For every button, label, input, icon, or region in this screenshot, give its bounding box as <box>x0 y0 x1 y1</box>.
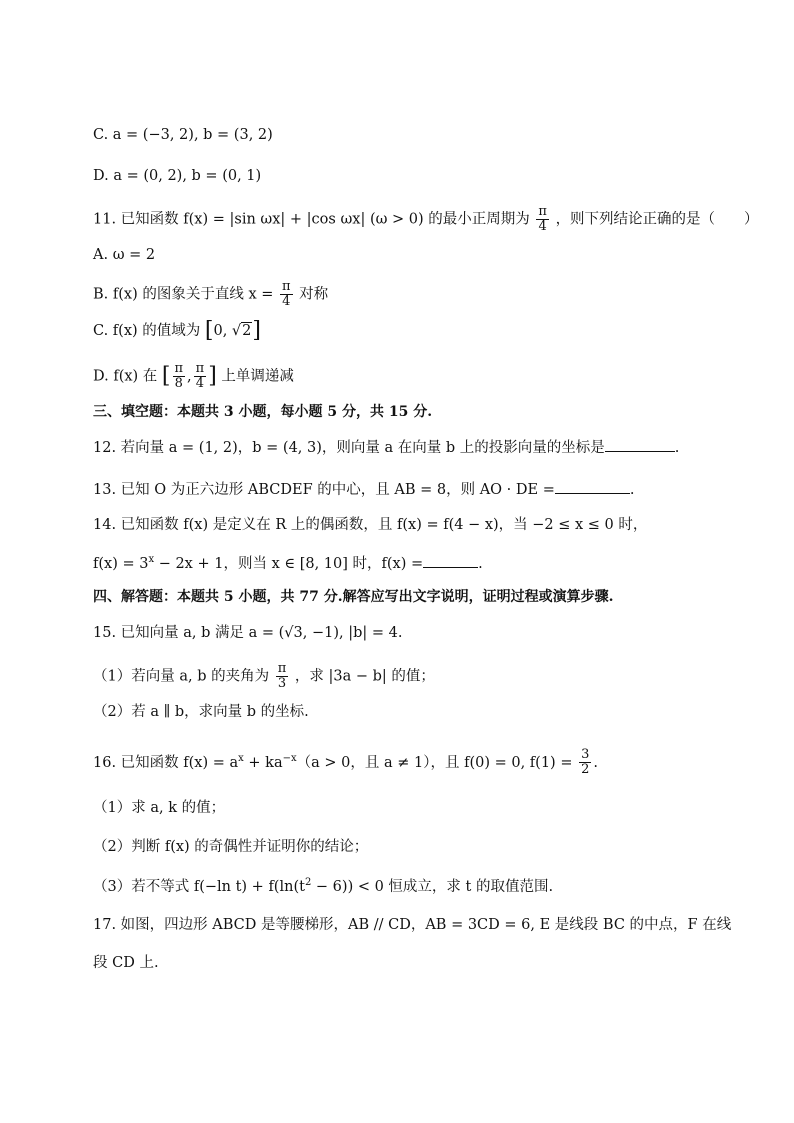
q11-frac-num: π <box>538 204 547 219</box>
q11-option-a: A. ω = 2 <box>93 247 156 263</box>
q12-period: . <box>674 440 680 456</box>
q14-text: − 2x + 1，则当 x ∈ [8, 10] 时，f(x) = <box>154 555 424 572</box>
q11d-rbracket: ] <box>208 363 217 389</box>
q13-text: 13. 已知 O 为正六边形 ABCDEF 的中心，且 AB = 8，则 AO · DE = <box>93 482 555 498</box>
q12-answer-blank[interactable] <box>605 436 675 452</box>
q11-option-c <box>93 320 733 342</box>
q11d-frac2-den: 4 <box>195 376 205 391</box>
q11-option-d <box>93 362 733 391</box>
q15-1-frac-den: 3 <box>277 676 287 691</box>
q15-1-fraction <box>276 662 289 691</box>
question-14-line2 <box>93 549 733 575</box>
q13-period: . <box>629 482 635 498</box>
q16-part-1: （1）求 a, k 的值； <box>93 800 226 816</box>
question-17-line2: 段 CD 上. <box>93 955 159 971</box>
q11d-frac1-den: 8 <box>174 376 183 391</box>
q11b-frac-num: π <box>282 279 291 294</box>
q16-3-text: （3）若不等式 f(−ln t) + f(ln(t <box>93 878 305 895</box>
q16-text-mid: + ka <box>243 754 283 771</box>
q16-part-2: （2）判断 f(x) 的奇偶性并证明你的结论； <box>93 839 369 855</box>
q11d-frac1-num: π <box>174 361 184 376</box>
section-3-heading: 三、填空题：本题共 3 小题，每小题 5 分，共 15 分. <box>93 404 433 420</box>
q11c-sqrt-sign: √ <box>231 323 242 339</box>
q11d-text-end: 上单调递减 <box>221 368 294 385</box>
q14-answer-blank[interactable] <box>423 552 478 568</box>
q11b-text-end: 对称 <box>299 286 329 303</box>
q11b-frac-den: 4 <box>282 294 291 309</box>
q16-3-exp: 2 <box>304 877 312 888</box>
q16-3-text-end: − 6)) < 0 恒成立，求 t 的取值范围. <box>311 878 554 895</box>
q16-exp2: −x <box>282 753 297 764</box>
q15-1-text-end: ，求 |3a − b| 的值； <box>294 668 435 685</box>
q16-part-3 <box>93 872 733 898</box>
q15-1-text: （1）若向量 a, b 的夹角为 <box>93 668 270 685</box>
section-4-heading: 四、解答题：本题共 5 小题，共 77 分.解答应写出文字说明，证明过程或演算步骤. <box>93 589 614 605</box>
q11c-zero: 0, <box>213 323 232 339</box>
question-15: 15. 已知向量 a, b 满足 a = (√3, −1), |b| = 4. <box>93 625 403 641</box>
q11d-lbracket: [ <box>161 363 171 389</box>
q11-stem-end: ，则下列结论正确的是（ ） <box>555 211 759 228</box>
q14-exponent: x <box>148 554 155 565</box>
q11-fraction <box>536 205 549 234</box>
q16-fraction <box>579 748 591 777</box>
q15-part-2: （2）若 a ∥ b，求向量 b 的坐标. <box>93 704 309 720</box>
q11-stem: 11. 已知函数 f(x) = |sin ωx| + |cos ωx| (ω > 0) 的最小正周期为 <box>93 211 530 228</box>
q11d-frac2 <box>194 362 207 391</box>
q16-exp1: x <box>238 753 244 764</box>
q11b-fraction <box>280 280 293 309</box>
q11c-radicand: 2 <box>242 323 252 339</box>
q11c-lbracket: [ <box>204 318 214 343</box>
question-14-line1: 14. 已知函数 f(x) 是定义在 R 上的偶函数，且 f(x) = f(4 − x)，当 −2 ≤ x ≤ 0 时， <box>93 517 648 533</box>
question-11 <box>93 204 759 234</box>
q15-part-1 <box>93 662 733 691</box>
q11c-text: C. f(x) 的值域为 <box>93 323 201 339</box>
q11d-comma: , <box>187 368 192 385</box>
q16-period: . <box>593 754 598 771</box>
q11-frac-den: 4 <box>538 219 547 234</box>
q11-option-b <box>93 280 733 309</box>
q10-option-c: C. a = (−3, 2), b = (3, 2) <box>93 127 273 143</box>
q16-text-mid2: （a > 0，且 a ≠ 1），且 f(0) = 0, f(1) = <box>296 754 573 771</box>
q13-answer-blank[interactable] <box>555 478 630 494</box>
q14-expr: f(x) = 3 <box>93 555 149 572</box>
question-12 <box>93 436 733 459</box>
q11b-text: B. f(x) 的图象关于直线 x = <box>93 286 274 303</box>
question-16 <box>93 748 733 777</box>
q16-frac-num: 3 <box>581 747 590 763</box>
q15-1-frac-num: π <box>277 661 287 676</box>
q11d-frac1 <box>173 362 186 391</box>
q16-frac-den: 2 <box>581 762 590 778</box>
q10-option-d: D. a = (0, 2), b = (0, 1) <box>93 168 262 184</box>
q11c-rbracket: ] <box>252 318 261 343</box>
q11d-frac2-num: π <box>195 361 205 376</box>
question-13 <box>93 478 733 501</box>
question-17-line1: 17. 如图，四边形 ABCD 是等腰梯形，AB // CD，AB = 3CD = 6, E 是线段 BC 的中点，F 在线 <box>93 917 732 933</box>
q11d-text: D. f(x) 在 <box>93 368 158 385</box>
q12-text: 12. 若向量 a = (1, 2)，b = (4, 3)，则向量 a 在向量 b 上的投影向量的坐标是 <box>93 440 605 456</box>
q14-period: . <box>478 555 483 572</box>
q16-text: 16. 已知函数 f(x) = a <box>93 754 239 771</box>
